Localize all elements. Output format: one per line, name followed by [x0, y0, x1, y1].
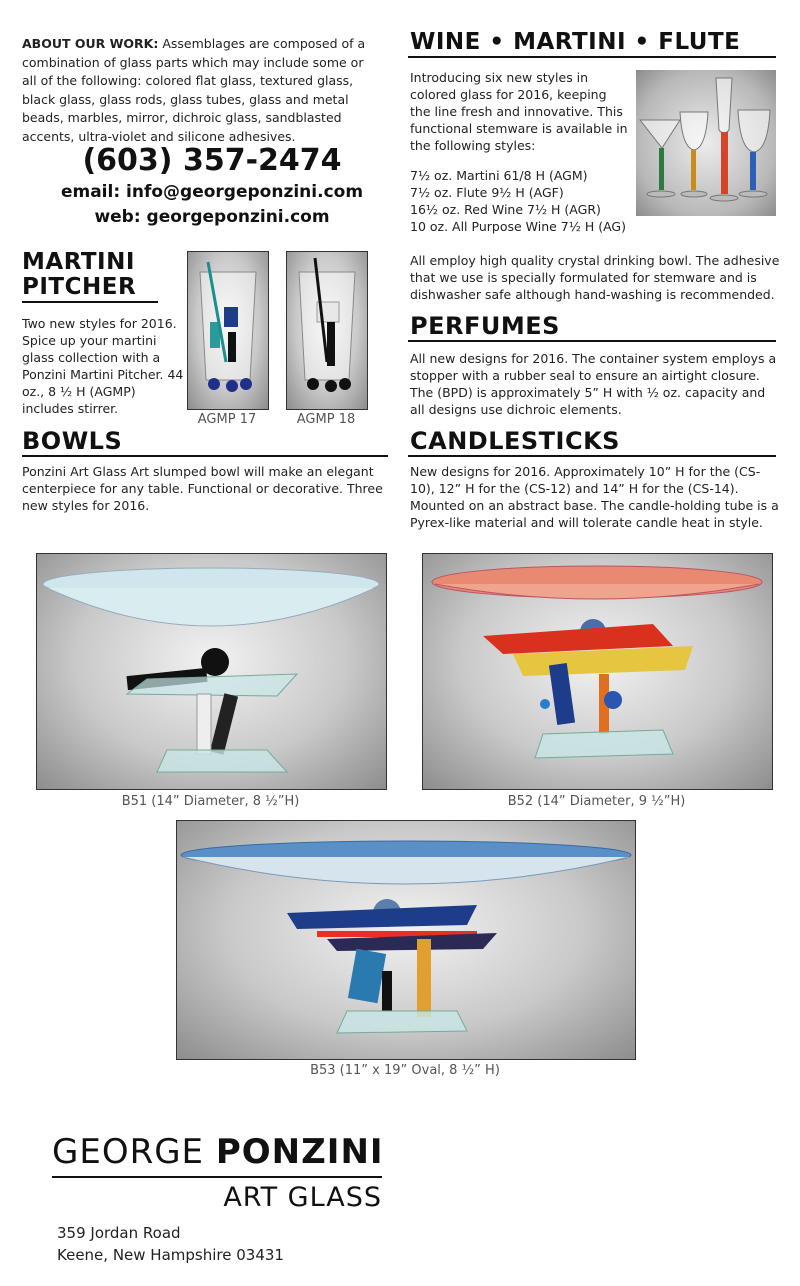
footer-address [57, 1222, 284, 1266]
bowl-photo-b51 [36, 553, 387, 790]
address-line: Keene, New Hampshire 03431 [57, 1246, 284, 1264]
pitcher-photo-agmp17 [187, 251, 269, 410]
bowl-b52-illustration [423, 554, 772, 789]
pitcher-heading-line2: PITCHER [22, 274, 137, 300]
about-text: Assemblages are composed of a combination of glass parts which may include some or all of the following: colored flat glass, textured glass, black glass, glass rods, glass tubes, glass and metal beads, marbles, mirror, dichroic glass, sandblasted accents, ultra-violet and silicone adhesives. [22, 36, 366, 144]
wine-style-list [410, 167, 640, 235]
bowl-photo-b53 [176, 820, 636, 1060]
bowl-b53-illustration [177, 821, 635, 1059]
pitcher-caption: AGMP 18 [296, 412, 356, 427]
bowl-caption-b51: B51 (14” Diameter, 8 ½”H) [121, 794, 300, 809]
brand-logo [52, 1132, 384, 1172]
contact-email[interactable]: email: info@georgeponzini.com [60, 182, 364, 202]
contact-phone: (603) 357-2474 [82, 143, 342, 178]
pitcher-text: Two new styles for 2016. Spice up your martini glass collection with a Ponzini Martini Pitcher. 44 oz., 8 ½ H (AGMP) includes stirrer. [22, 316, 184, 416]
pitcher-illustration [287, 252, 367, 409]
pitcher-caption: AGMP 17 [197, 412, 257, 427]
bowl-caption-b53: B53 (11” x 19” Oval, 8 ½” H) [310, 1063, 500, 1078]
pitcher-photo-agmp18 [286, 251, 368, 410]
candlesticks-heading-rule [408, 455, 776, 457]
brand-logo-rule [52, 1176, 382, 1178]
wine-heading: WINE • MARTINI • FLUTE [410, 29, 741, 55]
wine-note: All employ high quality crystal drinking bowl. The adhesive that we use is specially formulated for stemware and is dishwasher safe although hand-washing is recommended. [410, 253, 780, 302]
wine-style-item: 7½ oz. Flute 9½ H (AGF) [410, 185, 564, 200]
address-line: 359 Jordan Road [57, 1224, 181, 1242]
bowls-text: Ponzini Art Glass Art slumped bowl will make an elegant centerpiece for any table. Functional or decorative. Three new styles for 2016. [22, 464, 383, 513]
bowl-b51-illustration [37, 554, 386, 789]
bowl-photo-b52 [422, 553, 773, 790]
pitcher-heading-line1: MARTINI [22, 249, 135, 275]
perfumes-heading: PERFUMES [410, 312, 560, 340]
bowls-heading-rule [22, 455, 388, 457]
candlesticks-heading: CANDLESTICKS [410, 427, 620, 455]
about-label: ABOUT OUR WORK: [22, 36, 159, 51]
wine-style-item: 16½ oz. Red Wine 7½ H (AGR) [410, 202, 601, 217]
wine-intro: Introducing six new styles in colored glass for 2016, keeping the line fresh and innovative. This functional stemware is available in the following styles: [410, 70, 628, 153]
wine-heading-rule [408, 56, 776, 58]
pitcher-illustration [188, 252, 268, 409]
pitcher-heading [22, 250, 136, 300]
bowl-caption-b52: B52 (14” Diameter, 9 ½”H) [507, 794, 686, 809]
wine-style-item: 10 oz. All Purpose Wine 7½ H (AG) [410, 219, 626, 234]
candlesticks-text: New designs for 2016. Approximately 10” H for the (CS-10), 12” H for the (CS-12) and 14” H for the (CS-14). Mounted on an abstract base. The candle-holding tube is a Pyrex-like material and will tolerate candle heat in style. [410, 464, 779, 530]
about-paragraph [22, 35, 372, 146]
wine-style-item: 7½ oz. Martini 61/8 H (AGM) [410, 168, 588, 183]
perfumes-heading-rule [408, 340, 776, 342]
pitcher-heading-rule [22, 301, 158, 303]
stemware-photo [636, 70, 776, 216]
bowls-heading: BOWLS [22, 427, 123, 455]
brand-logo-bold: PONZINI [215, 1132, 384, 1172]
contact-web[interactable]: web: georgeponzini.com [94, 207, 330, 227]
brand-logo-sub: ART GLASS [223, 1182, 382, 1213]
perfumes-text: All new designs for 2016. The container system employs a stopper with a rubber seal to ensure an airtight closure. The (BPD) is approximately 5” H with ½ oz. capacity and all designs use dichroic elements. [410, 351, 777, 417]
stemware-illustration [636, 70, 776, 216]
brand-logo-light: GEORGE [52, 1132, 205, 1172]
